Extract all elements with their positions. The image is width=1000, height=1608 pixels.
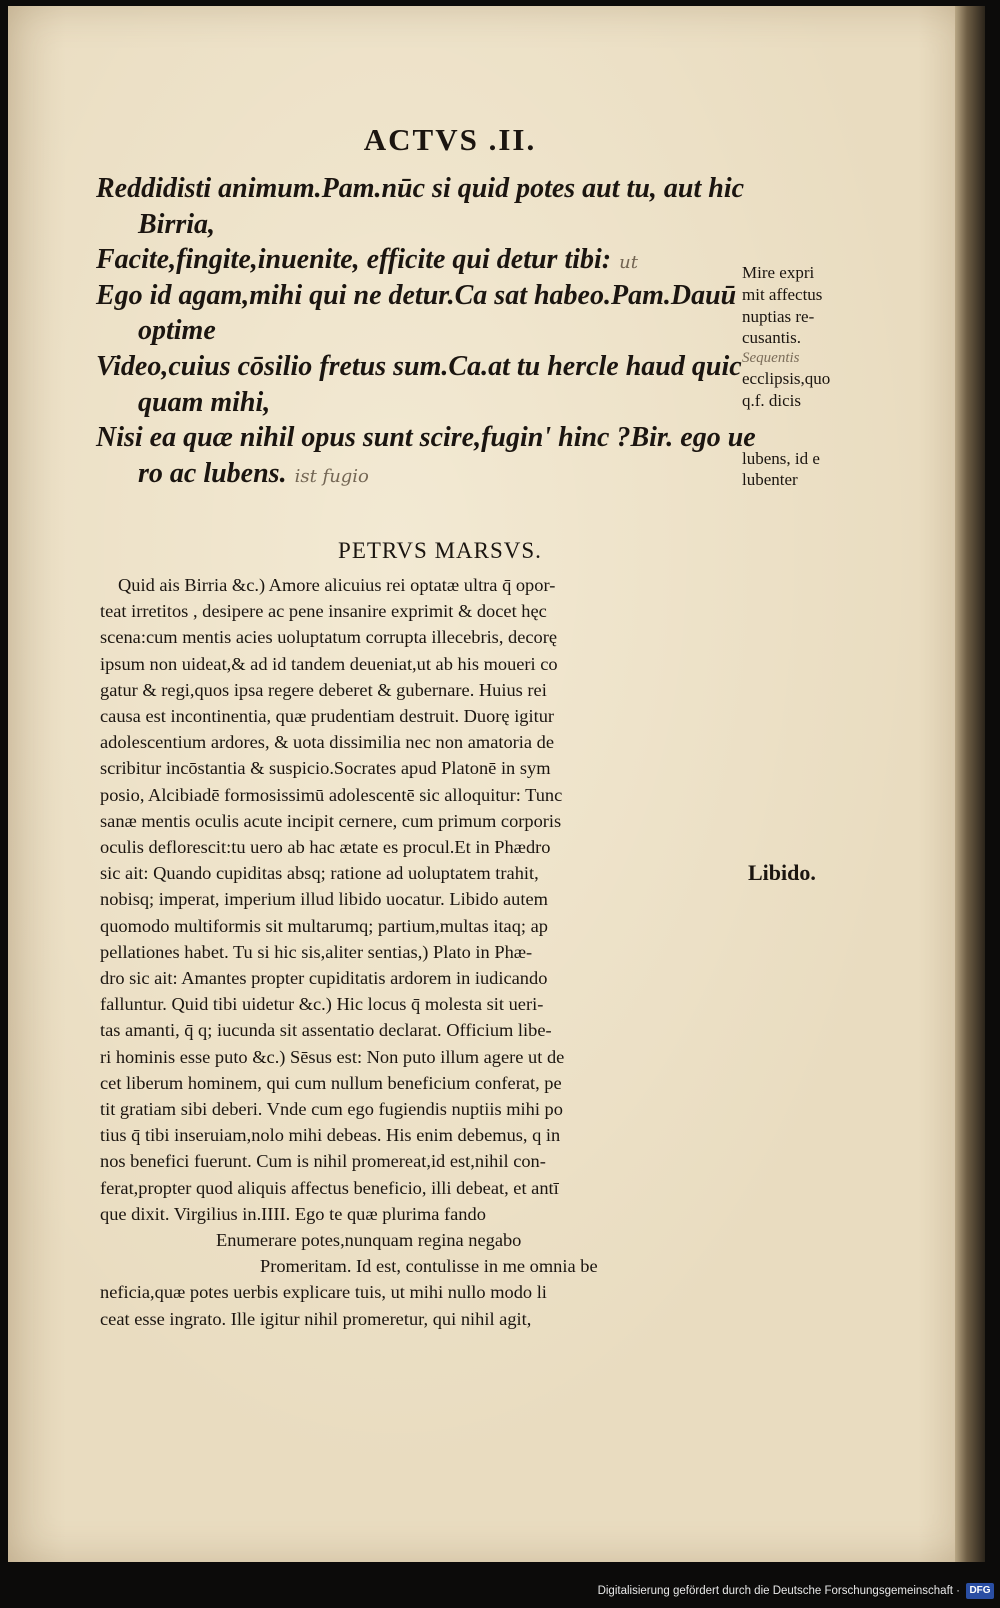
commentary-line: ipsum non uideat,& ad id tandem deueniat,ut ab his moueri co	[100, 653, 558, 674]
commentary-line: posio, Alcibiadē formosissimū adolescentē sic alloquitur: Tunc	[100, 784, 563, 805]
commentary-heading: PETRVS MARSVS.	[338, 538, 542, 563]
commentary-line: ceat esse ingrato. Ille igitur nihil promeretur, qui nihil agit,	[100, 1308, 532, 1329]
commentary-line: neficia,quæ potes uerbis explicare tuis, ut mihi nullo modo li	[100, 1282, 547, 1303]
commentary-line: sanæ mentis oculis acute incipit cernere, cum primum corporis	[100, 810, 562, 831]
verse-line	[96, 350, 746, 384]
verse-line-text: Nisi ea quæ nihil opus sunt scire,fugin' hinc ?Bir. ego ue	[96, 422, 756, 454]
margin-note-line: ecclipsis,quo	[742, 369, 831, 389]
margin-note-line: mit affectus	[742, 284, 823, 304]
commentary-line: scena:cum mentis acies uoluptatum corrupta illecebris, decorę	[100, 627, 558, 648]
verse-block	[96, 172, 756, 490]
book-spine-edge	[955, 6, 985, 1562]
commentary-line: Promeritam. Id est, contulisse in me omnia be	[260, 1256, 598, 1277]
verse-line	[96, 386, 746, 420]
commentary-line: nos benefici fuerunt. Cum is nihil promereat,id est,nihil con-	[100, 1151, 546, 1172]
commentary-line: dro sic ait: Amantes propter cupiditatis ardorem in iudicando	[100, 968, 548, 989]
verse-line-text: ro ac lubens.	[138, 457, 287, 489]
verse-line-text: Reddidisti animum.Pam.nūc si quid potes aut tu, aut hic	[96, 173, 745, 204]
margin-notes	[742, 262, 902, 491]
verse-line	[96, 457, 746, 491]
margin-note-line: Mire expri	[742, 263, 815, 282]
side-note-libido: Libido.	[748, 860, 816, 885]
margin-note-line: lubens, id e	[742, 448, 820, 468]
handwritten-annotation: ut	[619, 252, 638, 274]
margin-note-line: lubenter	[742, 470, 798, 490]
verse-line-text: quam mihi,	[138, 386, 271, 418]
verse-line	[96, 172, 746, 206]
verse-line-text: Ego id agam,mihi qui ne detur.Ca sat habeo.Pam.Dauū	[96, 279, 737, 311]
commentary-line: nobisq; imperat, imperium illud libido uocatur. Libido autem	[100, 889, 548, 910]
commentary-line: pellationes habet. Tu si hic sis,aliter sentias,) Plato in Phæ-	[100, 941, 533, 962]
handwritten-margin-note: Sequentis	[742, 350, 800, 366]
commentary-line: que dixit. Virgilius in.IIII. Ego te quæ plurima fando	[100, 1203, 486, 1224]
verse-line	[96, 421, 756, 455]
footer-credit: Digitalisierung gefördert durch die Deutsche Forschungsgemeinschaft ·	[597, 1585, 960, 1597]
verse-line	[96, 279, 746, 313]
margin-note-line: q.f. dicis	[742, 390, 802, 410]
running-head: ACTVS .II.	[363, 122, 537, 157]
handwritten-annotation: ist fugio	[294, 465, 369, 487]
commentary-line: gatur & regi,quos ipsa regere deberet & gubernare. Huius rei	[100, 679, 547, 700]
commentary-line: teat irretitos , desipere ac pene insanire exprimit & docet hęc	[100, 601, 547, 622]
commentary-block	[100, 572, 740, 1332]
verse-line-text: Video,cuius cōsilio fretus sum.Ca.at tu hercle haud quic	[96, 350, 742, 382]
commentary-line: tit gratiam sibi deberi. Vnde cum ego fugiendis nuptiis mihi po	[100, 1099, 563, 1120]
commentary-line: quomodo multiformis sit multarumq; partium,multas itaq; ap	[100, 915, 548, 936]
commentary-line: ferat,propter quod aliquis affectus beneficio, illi debeat, et antī	[100, 1177, 559, 1198]
commentary-line: oculis deflorescit:tu uero ab hac ætate es procul.Et in Phædro	[100, 837, 551, 858]
footer-bar	[0, 1578, 1000, 1608]
verse-line	[96, 208, 746, 242]
verse-line	[96, 243, 746, 277]
commentary-line: Quid ais Birria &c.) Amore alicuius rei optatæ ultra q̄ opor-	[118, 575, 556, 595]
commentary-line: tas amanti, q̄ q; iucunda sit assentatio declarat. Officium libe-	[100, 1020, 552, 1041]
dfg-logo-icon: DFG	[966, 1583, 994, 1599]
margin-gap	[742, 412, 902, 448]
verse-line-text: optime	[138, 315, 216, 347]
commentary-line: cet liberum hominem, qui cum nullum beneficium conferat, pe	[100, 1072, 562, 1093]
margin-note-line: nuptias re-	[742, 306, 815, 326]
commentary-line: tius q̄ tibi inseruiam,nolo mihi debeas. His enim debemus, q in	[100, 1125, 561, 1146]
commentary-line: scribitur incōstantia & suspicio.Socrates apud Platonē in sym	[100, 758, 551, 779]
commentary-line: causa est incontinentia, quæ prudentiam destruit. Duorę igitur	[100, 706, 555, 727]
commentary-line: falluntur. Quid tibi uidetur &c.) Hic locus q̄ molesta sit ueri-	[100, 994, 544, 1015]
verse-line-text: Birria,	[138, 208, 216, 240]
verse-line	[96, 314, 746, 348]
margin-note-line: cusantis.	[742, 328, 802, 348]
commentary-line: ri hominis esse puto &c.) Sēsus est: Non puto illum agere ut de	[100, 1046, 565, 1067]
verse-line-text: Facite,fingite,inuenite, efficite qui detur tibi:	[96, 244, 612, 276]
commentary-line: Enumerare potes,nunquam regina negabo	[216, 1230, 522, 1251]
commentary-line: adolescentium ardores, & uota dissimilia nec non amatoria de	[100, 732, 555, 753]
commentary-line: sic ait: Quando cupiditas absq; ratione ad uoluptatem trahit,	[100, 863, 539, 884]
